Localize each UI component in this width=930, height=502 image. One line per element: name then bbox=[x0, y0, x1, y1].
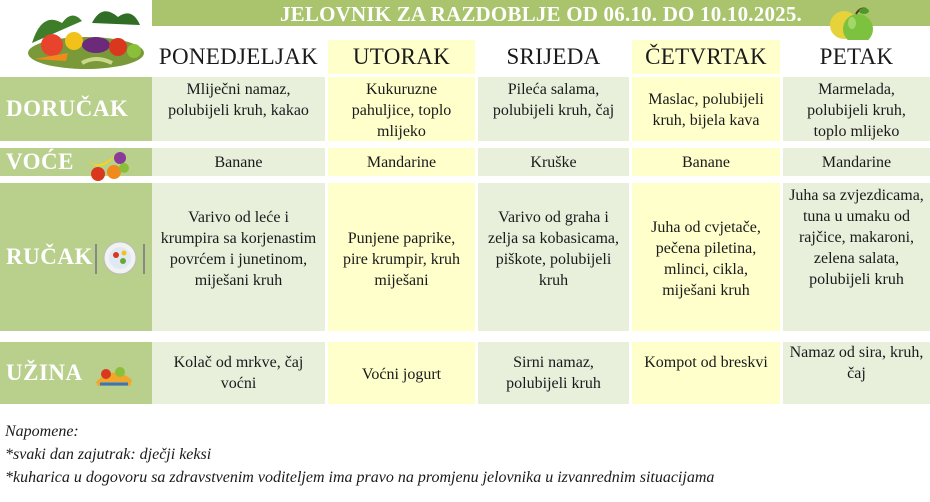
lunch-tuesday: Punjene paprike, pire krumpir, kruh miješani bbox=[328, 183, 475, 331]
breakfast-monday: Mliječni namaz, polubijeli kruh, kakao bbox=[152, 77, 325, 141]
fruit-tuesday: Mandarine bbox=[328, 148, 475, 176]
note-line-1: *svaki dan zajutrak: dječji keksi bbox=[5, 446, 212, 463]
meal-label-fruit: VOĆE bbox=[0, 148, 152, 176]
breakfast-friday: Marmelada, polubijeli kruh, toplo mlijeko bbox=[783, 77, 930, 141]
day-header-wednesday: SRIJEDA bbox=[478, 40, 629, 74]
vegetables-basket-icon bbox=[22, 3, 150, 73]
fruit-wednesday: Kruške bbox=[478, 148, 629, 176]
page-title: JELOVNIK ZA RAZDOBLJE OD 06.10. DO 10.10.2025. bbox=[152, 0, 930, 26]
breakfast-thursday: Maslac, polubijeli kruh, bijela kava bbox=[632, 77, 780, 141]
meal-label-lunch: RUČAK bbox=[0, 183, 152, 331]
meal-label-breakfast: DORUČAK bbox=[0, 77, 152, 141]
breakfast-tuesday: Kukuruzne pahuljice, toplo mlijeko bbox=[328, 77, 475, 141]
plate-cutlery-icon bbox=[92, 240, 148, 276]
snack-wednesday: Sirni namaz, polubijeli kruh bbox=[478, 342, 629, 404]
day-header-thursday: ČETVRTAK bbox=[632, 40, 780, 74]
day-header-tuesday: UTORAK bbox=[328, 40, 475, 74]
fruit-thursday: Banane bbox=[632, 148, 780, 176]
meal-label-snack: UŽINA bbox=[0, 342, 152, 404]
note-line-2: *kuharica u dogovoru sa zdravstvenim voditeljem ima pravo na promjenu jelovnika u izvanrednim situacijama bbox=[5, 469, 715, 486]
day-header-monday: PONEDJELJAK bbox=[152, 40, 325, 74]
notes-section bbox=[5, 420, 714, 489]
snack-friday: Namaz od sira, kruh, čaj bbox=[783, 342, 930, 404]
lunch-monday: Varivo od leće i krumpira sa korjenastim povrćem i junetinom, miješani kruh bbox=[152, 183, 325, 331]
snack-thursday: Kompot od breskvi bbox=[632, 342, 780, 404]
snack-tuesday: Voćni jogurt bbox=[328, 342, 475, 404]
fruit-friday: Mandarine bbox=[783, 148, 930, 176]
notes-heading: Napomene: bbox=[5, 423, 79, 440]
fruit-monday: Banane bbox=[152, 148, 325, 176]
snack-icon bbox=[94, 360, 134, 388]
snack-monday: Kolač od mrkve, čaj voćni bbox=[152, 342, 325, 404]
lunch-friday: Juha sa zvjezdicama, tuna u umaku od rajčice, makaroni, zelena salata, polubijeli kruh bbox=[783, 183, 930, 331]
lunch-wednesday: Varivo od graha i zelja sa kobasicama, piškote, polubijeli kruh bbox=[478, 183, 629, 331]
breakfast-wednesday: Pileća salama, polubijeli kruh, čaj bbox=[478, 77, 629, 141]
lunch-thursday: Juha od cvjetače, pečena piletina, mlinci, cikla, miješani kruh bbox=[632, 183, 780, 331]
fruit-icon bbox=[80, 146, 130, 182]
day-header-friday: PETAK bbox=[783, 40, 930, 74]
